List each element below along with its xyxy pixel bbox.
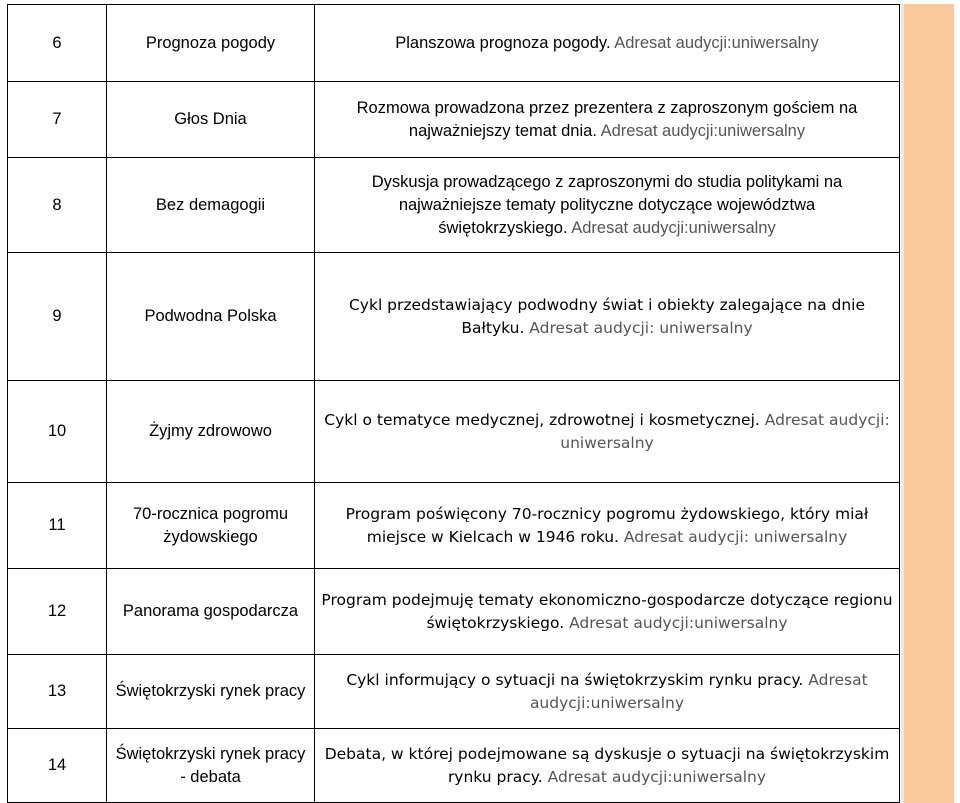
programme-title: Świętokrzyski rynek pracy: [107, 655, 315, 729]
table-row: [8, 5, 900, 82]
programme-description: [315, 655, 900, 729]
audience-text: Adresat audycji:uniwersalny: [610, 33, 819, 52]
row-number: 9: [8, 253, 107, 381]
table-row: [8, 253, 900, 381]
programme-description: [315, 253, 900, 381]
row-number: 14: [8, 729, 107, 803]
audience-text: Adresat audycji:uniwersalny: [564, 613, 788, 632]
programme-title: Prognoza pogody: [107, 5, 315, 82]
programme-title: Świętokrzyski rynek pracy - debata: [107, 729, 315, 803]
row-number: 11: [8, 483, 107, 569]
table-row: [8, 483, 900, 569]
audience-text: Adresat audycji: uniwersalny: [524, 318, 753, 337]
programme-table: [7, 4, 900, 803]
audience-text: Adresat audycji:uniwersalny: [567, 218, 776, 237]
programme-description: [315, 381, 900, 483]
programme-title: Bez demagogii: [107, 158, 315, 253]
description-text: Program poświęcony 70-rocznicy pogromu żydowskiego, który miał miejsce w Kielcach w 1946 roku.: [345, 504, 869, 546]
programme-title: 70-rocznica pogromu żydowskiego: [107, 483, 315, 569]
side-margin-strip: [901, 4, 954, 803]
description-text: Cykl przedstawiający podwodny świat i obiekty zalegające na dnie Bałtyku.: [348, 295, 866, 337]
audience-text: Adresat audycji:uniwersalny: [542, 767, 767, 786]
programme-title: Panorama gospodarcza: [107, 569, 315, 655]
programme-description: [315, 82, 900, 158]
table-row: [8, 729, 900, 803]
row-number: 12: [8, 569, 107, 655]
programme-title: Żyjmy zdrowowo: [107, 381, 315, 483]
table-row: [8, 381, 900, 483]
audience-text: Adresat audycji: uniwersalny: [618, 527, 848, 546]
description-text: Cykl informujący o sytuacji na świętokrzyskim rynku pracy.: [346, 670, 804, 689]
row-number: 13: [8, 655, 107, 729]
programme-description: [315, 5, 900, 82]
programme-title: Podwodna Polska: [107, 253, 315, 381]
table-row: [8, 569, 900, 655]
audience-text: Adresat audycji: uniwersalny: [560, 410, 890, 452]
table-row: [8, 655, 900, 729]
row-number: 8: [8, 158, 107, 253]
programme-title: Głos Dnia: [107, 82, 315, 158]
description-text: Cykl o tematyce medycznej, zdrowotnej i kosmetycznej.: [324, 410, 760, 429]
description-text: Rozmowa prowadzona przez prezentera z zaproszonym gościem na najważniejszy temat dnia.: [356, 98, 858, 140]
row-number: 6: [8, 5, 107, 82]
table-row: [8, 158, 900, 253]
table-row: [8, 82, 900, 158]
audience-text: Adresat audycji:uniwersalny: [529, 670, 868, 712]
row-number: 7: [8, 82, 107, 158]
programme-description: [315, 483, 900, 569]
description-text: Planszowa prognoza pogody.: [395, 33, 611, 52]
description-text: Program podejmuję tematy ekonomiczno-gospodarcze dotyczące regionu świętokrzyskiego.: [321, 590, 893, 632]
description-text: Dyskusja prowadzącego z zaproszonymi do studia politykami na najważniejsze tematy polityczne dotyczące województwa świętokrzyskiego.: [371, 172, 843, 237]
programme-table-container: [7, 4, 899, 803]
programme-description: [315, 569, 900, 655]
programme-description: [315, 158, 900, 253]
row-number: 10: [8, 381, 107, 483]
audience-text: Adresat audycji:uniwersalny: [596, 121, 806, 140]
description-text: Debata, w której podejmowane są dyskusje o sytuacji na świętokrzyskim rynku pracy.: [324, 744, 890, 786]
programme-description: [315, 729, 900, 803]
